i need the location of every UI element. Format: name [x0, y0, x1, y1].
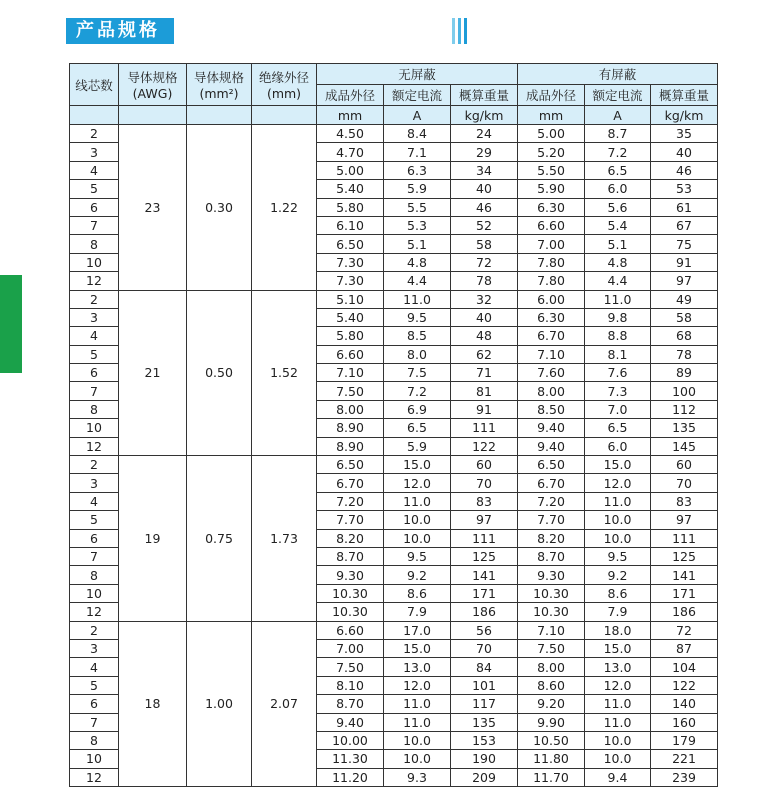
cell-od-shielded: 5.50	[518, 161, 585, 179]
cell-weight-unshielded: 78	[451, 272, 518, 290]
cell-current-unshielded: 8.5	[384, 327, 451, 345]
cell-current-unshielded: 10.0	[384, 529, 451, 547]
cell-od-unshielded: 5.00	[317, 161, 384, 179]
cell-od-unshielded: 8.70	[317, 695, 384, 713]
cell-current-unshielded: 4.8	[384, 253, 451, 271]
cell-cores: 8	[70, 731, 119, 749]
cell-od-shielded: 8.20	[518, 529, 585, 547]
cell-od-unshielded: 5.10	[317, 290, 384, 308]
cell-weight-unshielded: 186	[451, 603, 518, 621]
cell-weight-shielded: 100	[651, 382, 718, 400]
cell-od-unshielded: 7.30	[317, 253, 384, 271]
cell-current-shielded: 6.0	[585, 180, 651, 198]
cell-weight-shielded: 140	[651, 695, 718, 713]
cell-current-shielded: 11.0	[585, 713, 651, 731]
cell-current-unshielded: 9.5	[384, 547, 451, 565]
header-awg: 导体规格 (AWG)	[119, 64, 187, 106]
cell-weight-unshielded: 84	[451, 658, 518, 676]
cell-insulation: 1.52	[252, 290, 317, 456]
cell-od-unshielded: 10.30	[317, 584, 384, 602]
cell-current-unshielded: 7.5	[384, 364, 451, 382]
cell-weight-shielded: 112	[651, 400, 718, 418]
cell-current-shielded: 5.4	[585, 216, 651, 234]
cell-od-unshielded: 6.60	[317, 345, 384, 363]
cell-cores: 12	[70, 603, 119, 621]
cell-weight-shielded: 46	[651, 161, 718, 179]
cell-od-shielded: 11.80	[518, 750, 585, 768]
header-blank	[119, 106, 187, 125]
cell-weight-unshielded: 46	[451, 198, 518, 216]
cell-current-shielded: 5.1	[585, 235, 651, 253]
cell-current-unshielded: 17.0	[384, 621, 451, 639]
cell-weight-shielded: 171	[651, 584, 718, 602]
cell-od-shielded: 5.90	[518, 180, 585, 198]
cell-current-shielded: 11.0	[585, 695, 651, 713]
cell-weight-shielded: 83	[651, 492, 718, 510]
cell-weight-unshielded: 81	[451, 382, 518, 400]
cell-od-unshielded: 7.20	[317, 492, 384, 510]
table-row	[70, 456, 718, 474]
cell-od-unshielded: 6.60	[317, 621, 384, 639]
cell-awg: 18	[119, 621, 187, 787]
cell-weight-unshielded: 171	[451, 584, 518, 602]
header-current-shielded: 额定电流	[585, 85, 651, 106]
cell-weight-shielded: 91	[651, 253, 718, 271]
cell-od-shielded: 11.70	[518, 768, 585, 786]
cell-current-unshielded: 5.1	[384, 235, 451, 253]
cell-od-unshielded: 9.30	[317, 566, 384, 584]
cell-od-shielded: 6.00	[518, 290, 585, 308]
cell-weight-unshielded: 34	[451, 161, 518, 179]
cell-od-shielded: 7.80	[518, 272, 585, 290]
cell-od-unshielded: 7.10	[317, 364, 384, 382]
cell-current-unshielded: 8.6	[384, 584, 451, 602]
cell-weight-shielded: 97	[651, 272, 718, 290]
cell-od-unshielded: 5.80	[317, 327, 384, 345]
header-current-unshielded: 额定电流	[384, 85, 451, 106]
cell-current-shielded: 6.5	[585, 419, 651, 437]
cell-current-unshielded: 10.0	[384, 750, 451, 768]
cell-weight-unshielded: 111	[451, 419, 518, 437]
cell-current-shielded: 10.0	[585, 511, 651, 529]
cell-cores: 2	[70, 125, 119, 143]
cell-current-unshielded: 12.0	[384, 676, 451, 694]
cell-current-shielded: 4.8	[585, 253, 651, 271]
header-weight-shielded: 概算重量	[651, 85, 718, 106]
cell-cores: 3	[70, 308, 119, 326]
cell-current-shielded: 8.7	[585, 125, 651, 143]
table-row	[70, 621, 718, 639]
table-row	[70, 125, 718, 143]
cell-current-unshielded: 8.0	[384, 345, 451, 363]
cell-current-unshielded: 12.0	[384, 474, 451, 492]
cell-od-shielded: 7.80	[518, 253, 585, 271]
cell-od-unshielded: 8.20	[317, 529, 384, 547]
cell-od-shielded: 5.00	[518, 125, 585, 143]
cell-cores: 8	[70, 400, 119, 418]
cell-weight-shielded: 160	[651, 713, 718, 731]
cell-current-shielded: 6.0	[585, 437, 651, 455]
cell-insulation: 2.07	[252, 621, 317, 787]
cell-current-unshielded: 6.9	[384, 400, 451, 418]
unit-od: mm	[518, 106, 585, 125]
cell-cores: 12	[70, 272, 119, 290]
table-row	[70, 290, 718, 308]
header-od-unshielded: 成品外径	[317, 85, 384, 106]
cell-current-shielded: 9.4	[585, 768, 651, 786]
cell-weight-shielded: 61	[651, 198, 718, 216]
cell-cores: 6	[70, 364, 119, 382]
cell-od-unshielded: 6.50	[317, 456, 384, 474]
cell-weight-shielded: 104	[651, 658, 718, 676]
cell-current-shielded: 12.0	[585, 474, 651, 492]
cell-od-unshielded: 4.50	[317, 125, 384, 143]
cell-od-shielded: 10.30	[518, 603, 585, 621]
cell-mm2: 1.00	[187, 621, 252, 787]
cell-current-shielded: 12.0	[585, 676, 651, 694]
cell-current-shielded: 9.5	[585, 547, 651, 565]
cell-current-shielded: 5.6	[585, 198, 651, 216]
cell-cores: 10	[70, 750, 119, 768]
cell-od-unshielded: 8.90	[317, 437, 384, 455]
cell-od-unshielded: 4.70	[317, 143, 384, 161]
cell-od-unshielded: 6.50	[317, 235, 384, 253]
cell-mm2: 0.75	[187, 456, 252, 622]
cell-od-shielded: 6.70	[518, 327, 585, 345]
cell-mm2: 0.30	[187, 125, 252, 291]
cell-od-unshielded: 11.20	[317, 768, 384, 786]
cell-cores: 10	[70, 419, 119, 437]
cell-weight-shielded: 145	[651, 437, 718, 455]
cell-current-shielded: 13.0	[585, 658, 651, 676]
cell-current-unshielded: 7.2	[384, 382, 451, 400]
cell-cores: 4	[70, 327, 119, 345]
cell-weight-unshielded: 141	[451, 566, 518, 584]
cell-cores: 6	[70, 529, 119, 547]
cell-current-unshielded: 15.0	[384, 639, 451, 657]
cell-weight-unshielded: 40	[451, 180, 518, 198]
section-title: 产品规格	[66, 18, 174, 44]
cell-weight-unshielded: 111	[451, 529, 518, 547]
cell-weight-shielded: 58	[651, 308, 718, 326]
cell-cores: 4	[70, 492, 119, 510]
cell-current-shielded: 7.3	[585, 382, 651, 400]
cell-od-shielded: 9.90	[518, 713, 585, 731]
cell-weight-shielded: 40	[651, 143, 718, 161]
unit-current: A	[384, 106, 451, 125]
cell-current-shielded: 11.0	[585, 290, 651, 308]
cell-od-shielded: 6.30	[518, 308, 585, 326]
cell-weight-shielded: 221	[651, 750, 718, 768]
header-shielded: 有屏蔽	[518, 64, 718, 85]
cell-od-shielded: 6.50	[518, 456, 585, 474]
header-weight-unshielded: 概算重量	[451, 85, 518, 106]
cell-weight-unshielded: 209	[451, 768, 518, 786]
header-blank	[187, 106, 252, 125]
cell-weight-shielded: 135	[651, 419, 718, 437]
cell-weight-unshielded: 56	[451, 621, 518, 639]
cell-current-shielded: 15.0	[585, 639, 651, 657]
cell-awg: 23	[119, 125, 187, 291]
cell-cores: 7	[70, 713, 119, 731]
cell-od-shielded: 10.50	[518, 731, 585, 749]
cell-current-unshielded: 7.1	[384, 143, 451, 161]
title-stripes-decoration	[452, 18, 467, 44]
cell-cores: 8	[70, 235, 119, 253]
cell-current-unshielded: 9.2	[384, 566, 451, 584]
cell-current-shielded: 10.0	[585, 529, 651, 547]
cell-weight-unshielded: 70	[451, 474, 518, 492]
cell-awg: 21	[119, 290, 187, 456]
cell-od-shielded: 7.00	[518, 235, 585, 253]
header-cores: 线芯数	[70, 64, 119, 106]
cell-od-unshielded: 7.50	[317, 382, 384, 400]
cell-weight-shielded: 239	[651, 768, 718, 786]
cell-od-shielded: 9.20	[518, 695, 585, 713]
cell-od-shielded: 8.60	[518, 676, 585, 694]
cell-weight-unshielded: 125	[451, 547, 518, 565]
cell-cores: 7	[70, 216, 119, 234]
side-tab-marker	[0, 275, 22, 373]
cell-current-unshielded: 11.0	[384, 492, 451, 510]
cell-current-shielded: 9.8	[585, 308, 651, 326]
cell-weight-shielded: 125	[651, 547, 718, 565]
cell-weight-unshielded: 48	[451, 327, 518, 345]
header-blank	[70, 106, 119, 125]
cell-current-unshielded: 5.5	[384, 198, 451, 216]
cell-weight-unshielded: 29	[451, 143, 518, 161]
cell-od-shielded: 9.30	[518, 566, 585, 584]
cell-cores: 6	[70, 695, 119, 713]
cell-current-unshielded: 5.9	[384, 437, 451, 455]
cell-cores: 5	[70, 180, 119, 198]
cell-current-shielded: 8.8	[585, 327, 651, 345]
cell-cores: 7	[70, 547, 119, 565]
cell-current-shielded: 10.0	[585, 731, 651, 749]
cell-weight-shielded: 60	[651, 456, 718, 474]
cell-weight-shielded: 53	[651, 180, 718, 198]
cell-weight-shielded: 49	[651, 290, 718, 308]
cell-weight-shielded: 35	[651, 125, 718, 143]
cell-od-shielded: 7.70	[518, 511, 585, 529]
header-blank	[252, 106, 317, 125]
cell-weight-shielded: 89	[651, 364, 718, 382]
header-od-shielded: 成品外径	[518, 85, 585, 106]
cell-od-unshielded: 8.10	[317, 676, 384, 694]
cell-weight-unshielded: 32	[451, 290, 518, 308]
cell-cores: 8	[70, 566, 119, 584]
spec-table-body	[70, 125, 718, 787]
cell-od-unshielded: 9.40	[317, 713, 384, 731]
cell-cores: 5	[70, 676, 119, 694]
cell-current-shielded: 7.0	[585, 400, 651, 418]
cell-current-shielded: 9.2	[585, 566, 651, 584]
cell-weight-shielded: 186	[651, 603, 718, 621]
cell-weight-unshielded: 62	[451, 345, 518, 363]
cell-awg: 19	[119, 456, 187, 622]
cell-weight-unshielded: 117	[451, 695, 518, 713]
cell-current-unshielded: 11.0	[384, 290, 451, 308]
cell-od-shielded: 9.40	[518, 437, 585, 455]
cell-weight-shielded: 111	[651, 529, 718, 547]
cell-current-unshielded: 9.3	[384, 768, 451, 786]
cell-weight-shielded: 122	[651, 676, 718, 694]
cell-current-unshielded: 4.4	[384, 272, 451, 290]
cell-weight-unshielded: 97	[451, 511, 518, 529]
cell-cores: 3	[70, 143, 119, 161]
cell-weight-unshielded: 101	[451, 676, 518, 694]
cell-cores: 10	[70, 584, 119, 602]
cell-current-shielded: 7.2	[585, 143, 651, 161]
cell-current-unshielded: 11.0	[384, 713, 451, 731]
cell-current-shielded: 7.6	[585, 364, 651, 382]
cell-current-shielded: 15.0	[585, 456, 651, 474]
cell-od-shielded: 6.70	[518, 474, 585, 492]
cell-cores: 2	[70, 290, 119, 308]
cell-od-unshielded: 7.70	[317, 511, 384, 529]
cell-od-unshielded: 8.00	[317, 400, 384, 418]
cell-current-unshielded: 7.9	[384, 603, 451, 621]
unit-weight: kg/km	[451, 106, 518, 125]
cell-weight-unshielded: 60	[451, 456, 518, 474]
cell-mm2: 0.50	[187, 290, 252, 456]
cell-cores: 2	[70, 621, 119, 639]
cell-current-shielded: 11.0	[585, 492, 651, 510]
cell-weight-shielded: 141	[651, 566, 718, 584]
cell-cores: 12	[70, 768, 119, 786]
cell-weight-unshielded: 190	[451, 750, 518, 768]
cell-current-shielded: 8.6	[585, 584, 651, 602]
cell-weight-unshielded: 122	[451, 437, 518, 455]
cell-weight-shielded: 78	[651, 345, 718, 363]
cell-cores: 3	[70, 474, 119, 492]
unit-weight: kg/km	[651, 106, 718, 125]
cell-current-unshielded: 6.3	[384, 161, 451, 179]
cell-od-shielded: 6.60	[518, 216, 585, 234]
cell-od-unshielded: 6.70	[317, 474, 384, 492]
cell-current-shielded: 6.5	[585, 161, 651, 179]
cell-weight-unshielded: 40	[451, 308, 518, 326]
cell-cores: 7	[70, 382, 119, 400]
header-mm2: 导体规格 (mm²)	[187, 64, 252, 106]
cell-weight-unshielded: 58	[451, 235, 518, 253]
cell-od-shielded: 9.40	[518, 419, 585, 437]
header-insulation: 绝缘外径 (mm)	[252, 64, 317, 106]
unit-current: A	[585, 106, 651, 125]
cell-weight-unshielded: 70	[451, 639, 518, 657]
cell-cores: 10	[70, 253, 119, 271]
cell-weight-unshielded: 153	[451, 731, 518, 749]
cell-od-unshielded: 8.90	[317, 419, 384, 437]
cell-current-unshielded: 8.4	[384, 125, 451, 143]
cell-weight-shielded: 70	[651, 474, 718, 492]
cell-od-shielded: 7.10	[518, 621, 585, 639]
cell-od-unshielded: 8.70	[317, 547, 384, 565]
cell-current-unshielded: 9.5	[384, 308, 451, 326]
cell-cores: 4	[70, 161, 119, 179]
cell-od-unshielded: 7.50	[317, 658, 384, 676]
cell-cores: 3	[70, 639, 119, 657]
cell-current-shielded: 4.4	[585, 272, 651, 290]
cell-od-unshielded: 7.30	[317, 272, 384, 290]
cell-cores: 5	[70, 345, 119, 363]
cell-od-unshielded: 5.40	[317, 308, 384, 326]
cell-od-shielded: 10.30	[518, 584, 585, 602]
cell-weight-shielded: 179	[651, 731, 718, 749]
cell-current-unshielded: 5.3	[384, 216, 451, 234]
cell-insulation: 1.73	[252, 456, 317, 622]
cell-current-unshielded: 6.5	[384, 419, 451, 437]
cell-weight-unshielded: 72	[451, 253, 518, 271]
cell-cores: 2	[70, 456, 119, 474]
cell-od-shielded: 7.20	[518, 492, 585, 510]
cell-od-unshielded: 6.10	[317, 216, 384, 234]
cell-od-shielded: 7.60	[518, 364, 585, 382]
cell-current-unshielded: 10.0	[384, 731, 451, 749]
cell-od-shielded: 8.00	[518, 382, 585, 400]
cell-od-shielded: 8.70	[518, 547, 585, 565]
cell-weight-unshielded: 91	[451, 400, 518, 418]
cell-od-shielded: 7.10	[518, 345, 585, 363]
cell-cores: 6	[70, 198, 119, 216]
cell-insulation: 1.22	[252, 125, 317, 291]
cell-weight-shielded: 87	[651, 639, 718, 657]
cell-current-unshielded: 10.0	[384, 511, 451, 529]
cell-weight-shielded: 75	[651, 235, 718, 253]
cell-current-shielded: 8.1	[585, 345, 651, 363]
header-unshielded: 无屏蔽	[317, 64, 518, 85]
cell-weight-unshielded: 135	[451, 713, 518, 731]
cell-od-unshielded: 5.80	[317, 198, 384, 216]
cell-weight-shielded: 68	[651, 327, 718, 345]
cell-current-unshielded: 11.0	[384, 695, 451, 713]
cell-current-shielded: 18.0	[585, 621, 651, 639]
cell-od-unshielded: 5.40	[317, 180, 384, 198]
cell-od-shielded: 6.30	[518, 198, 585, 216]
cell-od-shielded: 5.20	[518, 143, 585, 161]
cell-weight-shielded: 67	[651, 216, 718, 234]
cell-od-shielded: 8.50	[518, 400, 585, 418]
cell-current-unshielded: 15.0	[384, 456, 451, 474]
cell-cores: 5	[70, 511, 119, 529]
cell-weight-shielded: 97	[651, 511, 718, 529]
cell-od-shielded: 7.50	[518, 639, 585, 657]
cell-weight-unshielded: 24	[451, 125, 518, 143]
cell-current-shielded: 10.0	[585, 750, 651, 768]
cell-weight-unshielded: 71	[451, 364, 518, 382]
cell-od-unshielded: 10.00	[317, 731, 384, 749]
cell-od-unshielded: 7.00	[317, 639, 384, 657]
cell-current-unshielded: 5.9	[384, 180, 451, 198]
cell-current-shielded: 7.9	[585, 603, 651, 621]
unit-od: mm	[317, 106, 384, 125]
cell-od-shielded: 8.00	[518, 658, 585, 676]
cell-weight-unshielded: 83	[451, 492, 518, 510]
spec-table	[69, 63, 718, 787]
cell-weight-shielded: 72	[651, 621, 718, 639]
cell-od-unshielded: 10.30	[317, 603, 384, 621]
cell-weight-unshielded: 52	[451, 216, 518, 234]
cell-current-unshielded: 13.0	[384, 658, 451, 676]
cell-cores: 4	[70, 658, 119, 676]
cell-od-unshielded: 11.30	[317, 750, 384, 768]
cell-cores: 12	[70, 437, 119, 455]
